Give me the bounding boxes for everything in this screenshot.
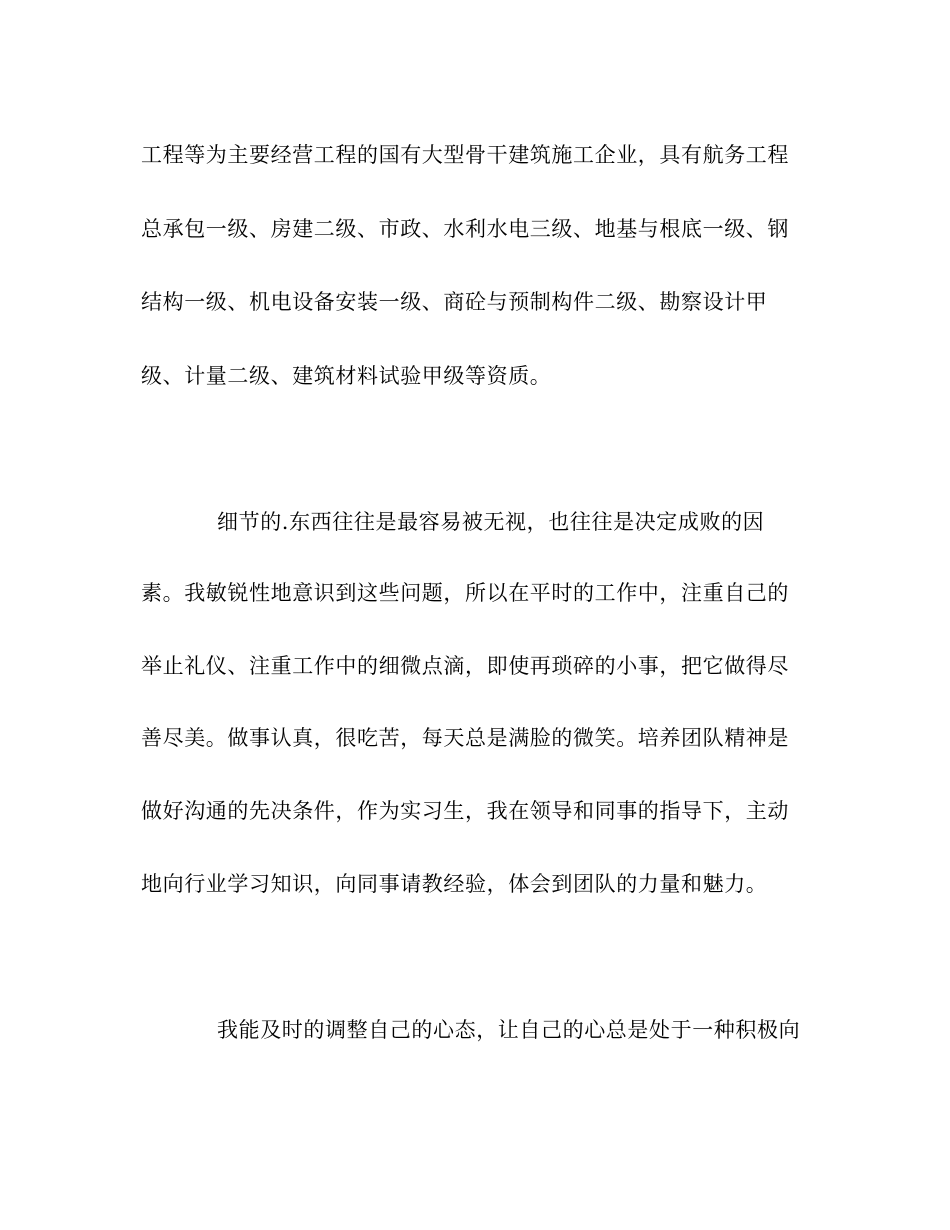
paragraph-line: 地向行业学习知识，向同事请教经验，体会到团队的力量和魅力。 [141, 872, 768, 896]
paragraph-line: 善尽美。做事认真，很吃苦，每天总是满脸的微笑。培养团队精神是 [141, 726, 789, 750]
paragraph-line: 工程等为主要经营工程的国有大型骨干建筑施工企业，具有航务工程 [141, 143, 789, 167]
paragraph-line: 细节的.东西往往是最容易被无视，也往往是决定成败的因 [217, 510, 765, 534]
paragraph-line: 级、计量二级、建筑材料试验甲级等资质。 [141, 364, 552, 388]
paragraph-line: 做好沟通的先决条件，作为实习生，我在领导和同事的指导下，主动 [141, 799, 789, 823]
paragraph-line: 素。我敏锐性地意识到这些问题，所以在平时的工作中，注重自己的 [141, 581, 789, 605]
paragraph-line: 我能及时的调整自己的心态，让自己的心总是处于一种积极向 [217, 1018, 801, 1042]
paragraph-line: 总承包一级、房建二级、市政、水利水电三级、地基与根底一级、钢 [141, 217, 789, 241]
paragraph-line: 举止礼仪、注重工作中的细微点滴，即使再琐碎的小事，把它做得尽 [141, 654, 789, 678]
paragraph-line: 结构一级、机电设备安装一级、商砼与预制构件二级、勘察设计甲 [141, 290, 768, 314]
